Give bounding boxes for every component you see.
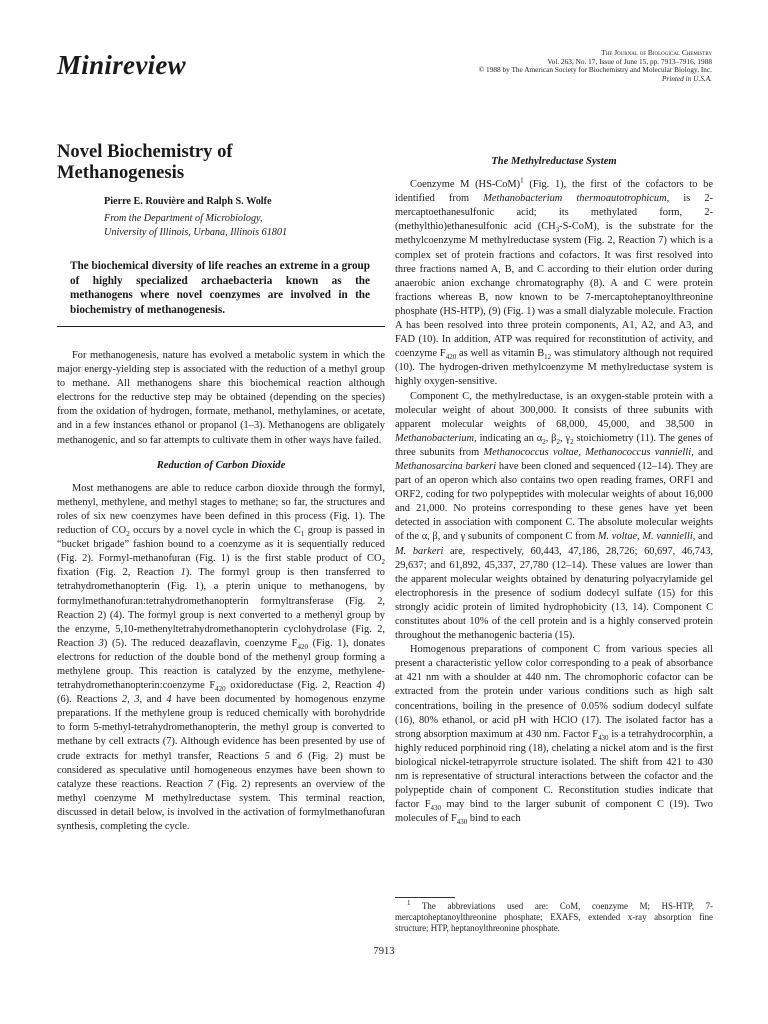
abstract: The biochemical diversity of life reaches an extreme in a group of highly specialized archaebacteria known as the methanogens where novel coenzymes are involved in the biochemistry of methanogenesis.	[70, 260, 370, 316]
left-column	[57, 349, 385, 834]
paragraph: Coenzyme M $(HS-CoM)^1$ (Fig. 1), the first of the cofactors to be identified from Methanobacterium thermoautotrophicum, is 2-mercaptoethanesulfonic acid; its methylated form, 2-(methylthio)ethanesulfonic acid $(CH_3-S-CoM)$, is the substrate for the methylcoenzyme M methylreductase system (Fig. 2, Reaction 7) which is a complex set of protein fractions and cofactors. It was first resolved into three fractions named A, B, and C according to their elution order during anaerobic anion exchange chromatography (8). A and C were protein fractions whereas B, now known to be 7-mercaptoheptanoylthreonine phosphate (HS-HTP), (9) (Fig. 1) was a small dialyzable molecule. Fraction A has been resolved into three protein components, A1, A2, and A3, and FAD (10). In addition, ATP was required for reconstitution of activity, and coenzyme $F_{420}$ as well as vitamin $B_{12}$ was stimulatory although not required (10). The hydrogen-driven methylcoenzyme M methylreductase system is highly oxygen-sensitive.	[395, 176, 713, 388]
footnote-divider	[395, 897, 455, 898]
paragraph: For methanogenesis, nature has evolved a metabolic system in which the major energy-yielding step is associated with the reduction of a methyl group to methane. All methanogens share this biochemical reaction although electrons for the reductive step may be obtained (depending on the species) from the oxidation of hydrogen, formate, methanol, methylamines, or acetate, and in a few instances ethanol or propanol (1–3). Methanogens are obligately methanogenic, and so far attempts to cultivate them in other ways have failed.	[57, 350, 385, 446]
article-title: Novel Biochemistry of Methanogenesis	[57, 141, 233, 183]
footnote-marker: 1	[407, 899, 411, 908]
section-heading: Reduction of Carbon Dioxide	[156, 459, 286, 471]
paragraph: Component C, the methylreductase, is an oxygen-stable protein with a molecular weight of about 300,000. It consists of three subunits with apparent molecular weights of 68,000, 45,000, and 38,500 in Methanobacterium, indicating an $\alpha_2$, $\beta_2$, $\gamma_2$ stoichiometry (11). The genes of three subunits from Methanococcus voltae, Methanococcus vannielli, and Methanosarcina barkeri have been cloned and sequenced (12–14). They are part of an operon which also contains two open reading frames, ORF1 and ORF2, coding for two polypeptides with molecular weights of about 16,000 and 21,000. No proteins corresponding to these genes have yet been detected in association with component C. The absolute molecular weights of the α, β, and γ subunits of component C from M. voltae, M. vannielli, and M. barkeri are, respectively, 60,443, 47,186, 28,726; 60,697, 46,743, 29,637; and 61,892, 45,337, 27,780 (12–14). These values are lower than the apparent molecular weights obtained by denaturing polyacrylamide gel electrophoresis in the presence of sodium dodecyl sulfate (15) for this strongly acidic protein of limited hydrophobicity (13, 14). Component C constitutes about 10% of the cell protein and is a highly conserved protein throughout the methanogenic bacteria (15).	[395, 390, 714, 642]
journal-copyright: © 1988 by The American Society for Biochemistry and Molecular Biology, Inc.	[478, 65, 712, 75]
paragraph: Most methanogens are able to reduce carbon dioxide through the formyl, methenyl, methylene, and methyl stages to methane; so far, the structures and roles of six new coenzymes have been defined in this process (Fig. 1). The reduction of $CO_2$ occurs by a novel cycle in which the $C_1$ group is passed in “bucket brigade” fashion bound to a coenzyme as it is sequentially reduced (Fig. 2). Formyl-methanofuran (Fig. 1) is the first stable product of $CO_2$ fixation (Fig. 2, Reaction 1). The formyl group is then transferred to tetrahydromethanopterin (Fig. 1), a pterin unique to methanogens, by formylmethanofuran:tetrahydromethanopterin formyltransferase (Fig. 2, Reaction 2) (4). The formyl group is next converted to a methenyl group by the enzyme, 5,10-methenyltetrahydromethanopterin cyclohydrolase (Fig. 2, Reaction 3) (5). The reduced deazaflavin, coenzyme $F_{420}$ (Fig. 1), donates electrons for reduction of the double bond of the methenyl group forming a methylene group. This reaction is catalyzed by the enzyme, methylene-tetrahydromethanopterin:coenzyme $F_{420}$ oxidoreductase (Fig. 2, Reaction 4) (6). Reactions 2, 3, and 4 have been documented by homogenous enzyme preparations. If the methylene group is reduced chemically with borohydride to form 5-methyl-tetrahydromethanopterin, the methyl group is converted to methane by cell extracts (7). Although evidence has been presented by use of crude extracts for methyl transfer, Reactions 5 and 6 (Fig. 2) must be considered as speculative until homogeneous enzymes have been shown to catalyze these reactions. Reaction 7 (Fig. 2) represents an overview of the methyl coenzyme M methylreductase system. This terminal reaction, discussed in detail below, is involved in the activation of formylmethanofuran synthesis, completing the cycle.	[57, 482, 386, 832]
footnote	[395, 901, 713, 935]
section-label: Minireview	[57, 50, 186, 80]
journal-name: The Journal of Biological Chemistry	[601, 48, 712, 57]
journal-printed: Printed in U.S.A.	[661, 73, 712, 83]
journal-header	[382, 49, 712, 83]
authors: Pierre E. Rouvière and Ralph S. Wolfe	[104, 196, 272, 207]
page-number: 7913	[373, 946, 395, 957]
section-heading: The Methylreductase System	[491, 156, 617, 167]
right-column	[395, 155, 713, 826]
footnote-text: The abbreviations used are: CoM, coenzyme M; HS-HTP, 7-mercaptoheptanoylthreonine phosphate; EXAFS, extended x-ray absorption fine structure; HTP, heptanoylthreonine phosphate.	[395, 901, 713, 934]
affiliation: From the Department of Microbiology, University of Illinois, Urbana, Illinois 61801	[104, 213, 288, 238]
paragraph: Homogenous preparations of component C from various species all present a characteristic yellow color corresponding to a peak of absorbance at 421 nm with a shoulder at 440 nm. The chromophoric cofactor can be extracted from the protein under various conditions such as high salt concentrations, boiling in the presence of 0.05% sodium dodecyl sulfate (16), 80% ethanol, or acid pH with HClO (17). The isolated factor has a strong absorption maximum at 430 nm. Factor $F_{430}$ is a tetrahydrocorphin, a highly reduced porphinoid ring (18), chelating a nickel atom and is the first biological nickel-tetrapyrrole structure isolated. The shift from 421 to 430 nm is representative of structural interactions between the cofactor and the polypeptide chain of component C. Reconstitution studies indicate that factor $F_{430}$ may bind to the larger subunit of component C (19). Two molecules of $F_{430}$ bind to each	[395, 644, 713, 827]
journal-volume: Vol. 263, No. 17, Issue of June 15, pp. 7913–7916, 1988	[547, 56, 712, 66]
abstract-divider	[57, 326, 385, 327]
